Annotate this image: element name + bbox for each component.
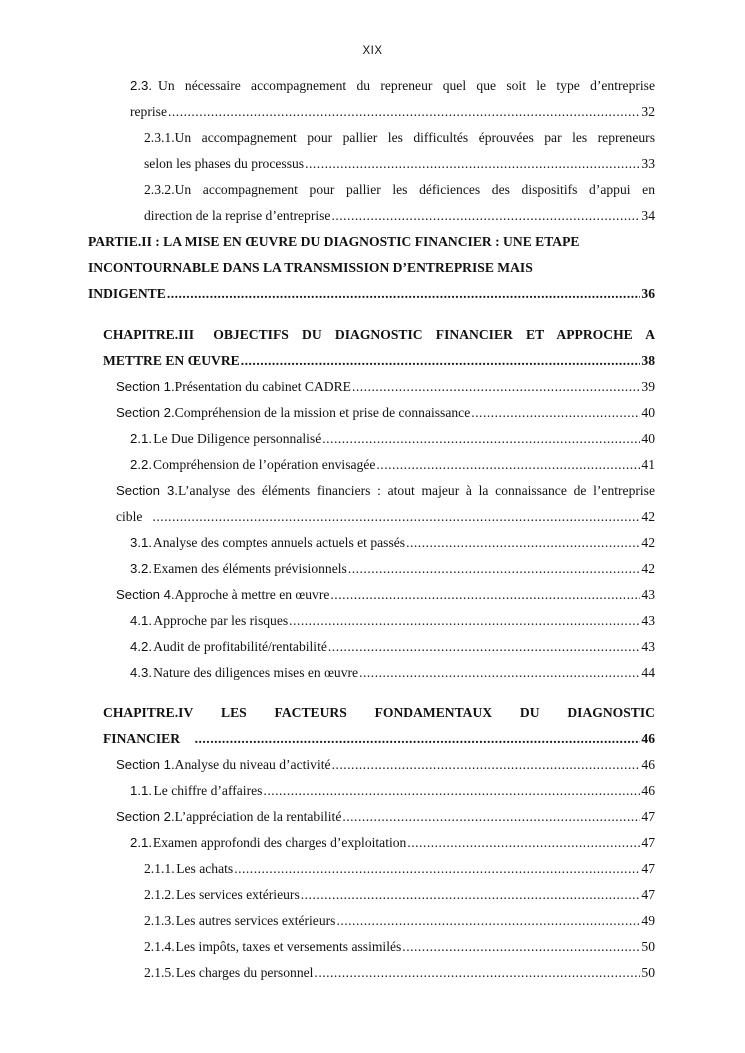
toc-entry-2-3-2[interactable]: direction de la reprise d’entreprise ..... 34 [144,206,655,226]
toc-entry-2-2[interactable]: 2.2. Compréhension de l’opération envisagée ..... 41 [130,455,655,475]
toc-section-1[interactable]: Section 1. Présentation du cabinet CADRE ..... 39 [116,377,655,397]
toc-partie-2[interactable]: INDIGENTE ..... 36 [88,284,655,304]
toc-entry-4-1[interactable]: 4.1. Approche par les risques ..... 43 [130,611,655,631]
toc-entry-2-1-2[interactable]: 2.1.2. Les services extérieurs ..... 47 [144,885,655,905]
toc-entry-2-1-5[interactable]: 2.1.5. Les charges du personnel ..... 50 [144,963,655,983]
toc-entry-2-3[interactable]: reprise ..... 32 [130,102,655,122]
toc-entry-4-2[interactable]: 4.2. Audit de profitabilité/rentabilité ..... 43 [130,637,655,657]
toc-chapitre-4-line1: CHAPITRE.IV LES FACTEURS FONDAMENTAUX DU DIAGNOSTIC [103,705,655,720]
page-number: XIX [362,45,383,57]
toc-entry-4-3[interactable]: 4.3. Nature des diligences mises en œuvre ..... 44 [130,663,655,683]
toc-entry-2-3-line1: 2.3. Un nécessaire accompagnement du repreneur quel que soit le type d’entreprise [130,78,655,93]
toc-partie-2-line2: INCONTOURNABLE DANS LA TRANSMISSION D’ENTREPRISE MAIS [88,260,533,275]
toc-entry-1-1[interactable]: 1.1. Le chiffre d’affaires ..... 46 [130,781,655,801]
toc-section-4[interactable]: Section 4. Approche à mettre en œuvre ..... 43 [116,585,655,605]
toc-entry-2-1-ch4[interactable]: 2.1. Examen approfondi des charges d’exploitation ..... 47 [130,833,655,853]
toc-section-3[interactable]: cible ..... 42 [116,507,655,527]
toc-section-2-ch4[interactable]: Section 2. L’appréciation de la rentabilité ..... 47 [116,807,655,827]
toc-entry-2-1-1[interactable]: 2.1.1. Les achats ..... 47 [144,859,655,879]
toc-section-2[interactable]: Section 2. Compréhension de la mission et prise de connaissance ..... 40 [116,403,655,423]
toc-entry-2-1-3[interactable]: 2.1.3. Les autres services extérieurs ..... 49 [144,911,655,931]
toc-entry-2-3-1[interactable]: selon les phases du processus ..... 33 [144,154,655,174]
toc-section-1-ch4[interactable]: Section 1. Analyse du niveau d’activité ..... 46 [116,755,655,775]
toc-entry-2-1-4[interactable]: 2.1.4. Les impôts, taxes et versements assimilés ..... 50 [144,937,655,957]
toc-chapitre-3-line1: CHAPITRE.III OBJECTIFS DU DIAGNOSTIC FINANCIER ET APPROCHE A [103,327,656,342]
toc-partie-2-line1: PARTIE.II : LA MISE EN ŒUVRE DU DIAGNOSTIC FINANCIER : UNE ETAPE [88,234,580,249]
toc-entry-3-1[interactable]: 3.1. Analyse des comptes annuels actuels et passés ..... 42 [130,533,655,553]
section-number: 2.3. [130,78,152,93]
toc-entry-2-3-1-line1: 2.3.1.Un accompagnement pour pallier les difficultés éprouvées par les repreneurs [144,130,655,145]
toc-section-3-line1: Section 3.L’analyse des éléments financiers : atout majeur à la connaissance de l’entreprise [116,483,655,498]
toc-entry-2-3-2-line1: 2.3.2.Un accompagnement pour pallier les déficiences des dispositifs d’appui en [144,182,655,197]
toc-entry-3-2[interactable]: 3.2. Examen des éléments prévisionnels ..... 42 [130,559,655,579]
toc-entry-2-1[interactable]: 2.1. Le Due Diligence personnalisé ..... 40 [130,429,655,449]
toc-chapitre-4[interactable]: FINANCIER ..... 46 [103,729,655,749]
toc-chapitre-3[interactable]: METTRE EN ŒUVRE ..... 38 [103,351,655,371]
